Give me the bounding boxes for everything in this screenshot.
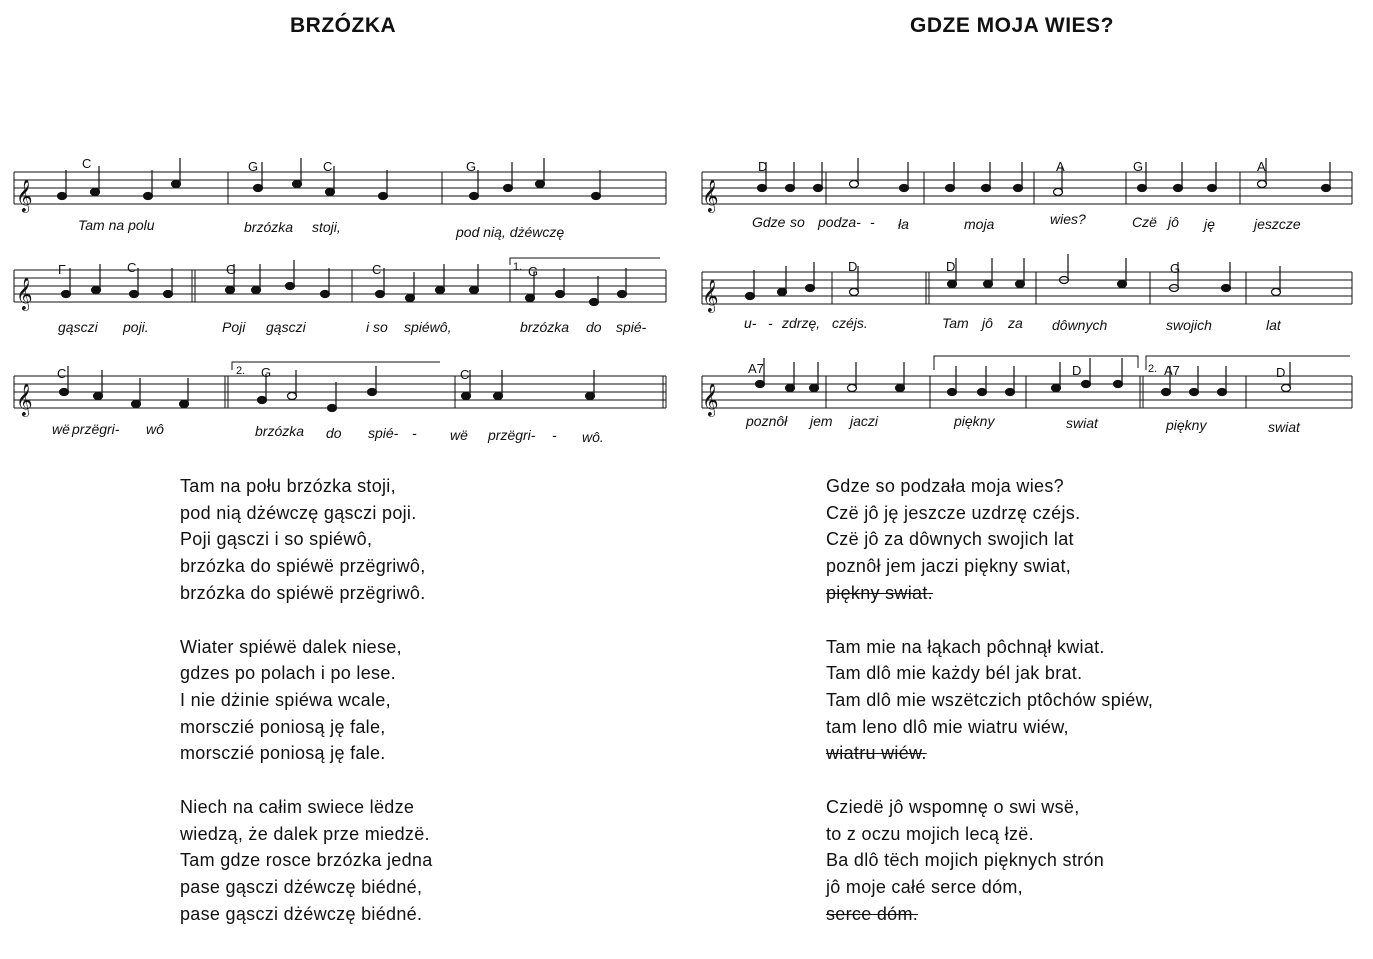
treble-clef-icon: 𝄞 [702, 179, 719, 212]
chord-label: D [946, 259, 956, 274]
verse-line: Czë jô ję jeszcze uzdrzę czéjs. [826, 502, 1081, 523]
verse-line: tam leno dlô mie wiatru wiéw, [826, 716, 1069, 737]
treble-clef-icon: 𝄞 [702, 383, 719, 416]
lyric-syllable: swojich [1166, 317, 1212, 333]
verse-line: Tam dlô mie każdy bél jak brat. [826, 663, 1083, 684]
lyric-syllable: czéjs. [832, 315, 868, 331]
verse-line: to z oczu mojich lecą łzë. [826, 823, 1034, 844]
song-gdze-moja-wies [686, 0, 1373, 959]
lyric-syllable: u- [744, 315, 757, 331]
stanza [826, 473, 1153, 607]
verse-line: brzózka do spiéwë przëgriwô. [180, 582, 426, 603]
verse-text [826, 473, 1153, 955]
chord-label: F [58, 262, 66, 277]
verse-line: pod nią dżéwczę gąsczi poji. [180, 502, 417, 523]
verse-line: Tam gdze rosce brzózka jedna [180, 850, 433, 871]
lyric-syllable: poznôł [746, 413, 788, 429]
lyric-syllable: jaczi [850, 413, 879, 429]
verse-text [180, 473, 433, 955]
lyric-syllable: przëgri- [72, 421, 120, 437]
verse-line: poznôł jem jaczi piękny swiat, [826, 556, 1072, 577]
lyric-syllable: piękny [1166, 417, 1207, 433]
lyric-syllable: Tam na polu [78, 217, 155, 233]
verse-line: morsczié poniosą ję fale. [180, 743, 386, 764]
volta-label: 2. [236, 365, 246, 377]
chord-label: G [466, 159, 477, 174]
lyric-syllable: stoji, [312, 219, 341, 235]
lyric-syllable: - [552, 427, 557, 443]
treble-clef-icon: 𝄞 [16, 383, 33, 416]
lyric-syllable: podza- [818, 214, 861, 230]
verse-line: Tam na połu brzózka stoji, [180, 476, 396, 496]
chord-label: A7 [748, 361, 764, 376]
lyric-syllable: brzózka [244, 219, 294, 235]
chord-label: G [1133, 159, 1144, 174]
lyric-syllable: jem [810, 413, 833, 429]
lyric-syllable: spié- [368, 425, 399, 441]
chord-label: G [226, 262, 237, 277]
music-staves [686, 0, 1373, 460]
lyric-syllable: swiat [1066, 415, 1098, 431]
chord-label: D [1276, 365, 1286, 380]
lyric-syllable: - [870, 214, 875, 230]
chord-label: G [248, 159, 259, 174]
lyric-syllable: przëgri- [488, 427, 536, 443]
chord-label: D [1072, 363, 1082, 378]
verse-line-struck: wiatru wiéw. [826, 743, 927, 764]
stanza [826, 794, 1153, 928]
lyric-syllable: Poji [222, 319, 246, 335]
lyric-syllable: Czë [1132, 214, 1157, 230]
verse-line: morsczié poniosą ję fale, [180, 716, 386, 737]
lyric-syllable: ję [1204, 216, 1215, 232]
lyric-syllable: wë [52, 421, 70, 437]
lyric-syllable: ła [898, 216, 909, 232]
lyric-syllable: brzózka [520, 319, 570, 335]
verse-line: Wiater spiéwë dalek niese, [180, 636, 402, 657]
lyric-syllable: - [768, 315, 773, 331]
chord-label: G [261, 365, 272, 380]
treble-clef-icon: 𝄞 [702, 279, 719, 312]
lyric-syllable: poji. [123, 319, 149, 335]
lyric-syllable: swiat [1268, 419, 1300, 435]
lyric-syllable: jô [1168, 214, 1179, 230]
chord-label: D [758, 159, 768, 174]
chord-label: G [528, 264, 539, 279]
chord-label: A [1257, 159, 1266, 174]
lyric-syllable: wô [146, 421, 164, 437]
lyric-syllable: spié- [616, 319, 647, 335]
chord-label: A [1056, 159, 1065, 174]
chord-label: C [127, 260, 137, 275]
verse-line: wiedzą, że dalek prze miedzë. [180, 823, 430, 844]
stanza [180, 473, 433, 607]
lyric-syllable: Tam [942, 315, 969, 331]
song-title: BRZÓZKA [290, 14, 397, 37]
lyric-syllable: spiéwô, [404, 319, 452, 335]
lyric-syllable: lat [1266, 317, 1281, 333]
lyric-syllable: gąsczi [266, 319, 306, 335]
lyric-syllable: wô. [582, 429, 604, 445]
verse-line: Cziedë jô wspomnę o swi wsë, [826, 797, 1080, 818]
lyric-syllable: brzózka [255, 423, 305, 439]
lyric-syllable: wë [450, 427, 468, 443]
lyric-syllable: za [1008, 315, 1023, 331]
music-staves [0, 0, 686, 460]
verse-line: Tam mie na łąkach pôchnął kwiat. [826, 636, 1105, 657]
volta-label: 2. [1148, 363, 1158, 375]
volta-label: 1. [513, 261, 523, 273]
song-brzozka [0, 0, 686, 959]
verse-line: Ba dlô tëch mojich pięknych strón [826, 850, 1105, 871]
treble-clef-icon: 𝄞 [16, 277, 33, 310]
lyric-syllable: pod nią, dżéwczę [456, 224, 565, 240]
lyric-syllable: - [412, 425, 417, 441]
song-title: GDZE MOJA WIES? [910, 14, 1114, 37]
lyric-syllable: dôwnych [1052, 317, 1108, 333]
verse-line: Gdze so podzała moja wies? [826, 476, 1064, 496]
verse-line: I nie dżinie spiéwa wcale, [180, 689, 391, 710]
lyric-syllable: Gdze [752, 214, 786, 230]
stanza [180, 634, 433, 768]
lyric-syllable: jeszcze [1254, 216, 1301, 232]
chord-label: D [848, 259, 858, 274]
lyric-syllable: piękny [954, 413, 995, 429]
chord-label: C [323, 159, 333, 174]
lyric-syllable: jô [982, 315, 993, 331]
verse-line-struck: piękny swiat. [826, 582, 933, 603]
lyric-syllable: zdrzę, [782, 315, 821, 331]
lyric-syllable: moja [964, 216, 995, 232]
lyric-syllable: wies? [1050, 211, 1086, 227]
chord-label: G [1170, 261, 1181, 276]
treble-clef-icon: 𝄞 [16, 179, 33, 212]
lyric-syllable: do [586, 319, 602, 335]
chord-label: C [372, 262, 382, 277]
lyric-syllable: so [790, 214, 805, 230]
verse-line: pase gąsczi dżéwczę biédné. [180, 903, 423, 924]
verse-line: Poji gąsczi i so spiéwô, [180, 529, 373, 550]
verse-line: brzózka do spiéwë przëgriwô, [180, 556, 426, 577]
chord-label: C [82, 156, 92, 171]
verse-line: gdzes po polach i po lese. [180, 663, 396, 684]
chord-label: C [57, 366, 67, 381]
chord-label: C [460, 367, 470, 382]
verse-line: jô moje całé serce dóm, [826, 877, 1023, 898]
verse-line: Niech na całim swiece lëdze [180, 797, 415, 818]
verse-line: Tam dlô mie wszëtczich ptôchów spiéw, [826, 689, 1154, 710]
verse-line: pase gąsczi dżéwczę biédné, [180, 877, 423, 898]
chord-label: A7 [1164, 363, 1180, 378]
stanza [180, 794, 433, 928]
lyric-syllable: gąsczi [58, 319, 98, 335]
lyric-syllable: do [326, 425, 342, 441]
verse-line-struck: serce dóm. [826, 903, 919, 924]
lyric-syllable: i so [366, 319, 388, 335]
stanza [826, 634, 1153, 768]
verse-line: Czë jô za dôwnych swojich lat [826, 529, 1074, 550]
